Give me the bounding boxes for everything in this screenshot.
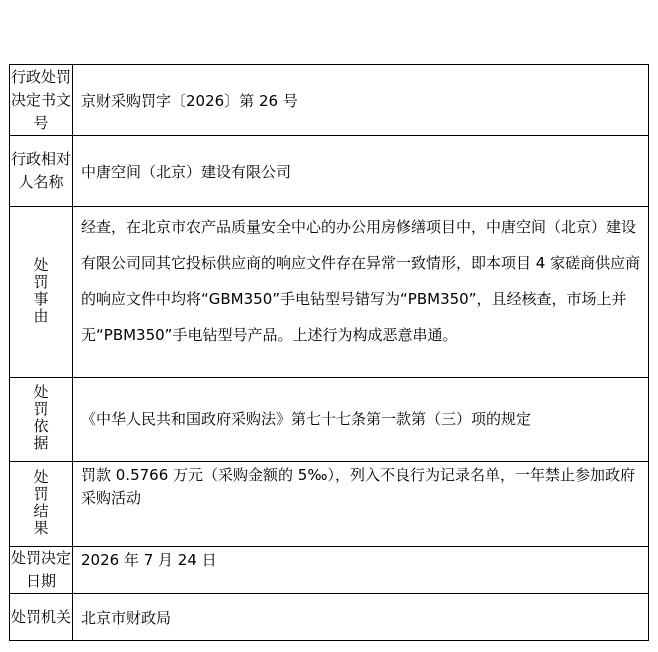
value-date: 2026 年 7 月 24 日	[73, 547, 649, 594]
penalty-table	[9, 64, 649, 641]
label-basis: 处罚依据	[33, 383, 49, 452]
label-result: 处罚结果	[33, 467, 49, 537]
row-date	[10, 547, 649, 594]
value-facts: 经查，在北京市农产品质量安全中心的办公用房修缮项目中，中唐空间（北京）建设有限公司同其它投标供应商的响应文件存在异常一致情形，即本项目 4 家磋商供应商的响应文件中均将“GBM350”手电钻型号错写为“PBM350”，且经核查，市场上并无“PBM350”手电钻型号产品。上述行为构成恶意串通。	[73, 207, 649, 378]
row-doc-no	[10, 65, 649, 136]
row-authority	[10, 594, 649, 641]
label-date: 处罚决定日期	[10, 547, 73, 594]
row-facts	[10, 207, 649, 378]
label-party: 行政相对人名称	[10, 136, 73, 207]
value-authority: 北京市财政局	[73, 594, 649, 641]
row-basis	[10, 378, 649, 462]
label-facts: 处罚事由	[33, 255, 49, 325]
label-doc-no: 行政处罚决定书文号	[10, 65, 73, 136]
row-result	[10, 462, 649, 547]
value-party: 中唐空间（北京）建设有限公司	[73, 136, 649, 207]
label-authority: 处罚机关	[10, 594, 73, 641]
value-result: 罚款 0.5766 万元（采购金额的 5‰），列入不良行为记录名单，一年禁止参加政府采购活动	[73, 462, 649, 547]
row-party	[10, 136, 649, 207]
value-doc-no: 京财采购罚字〔2026〕第 26 号	[73, 65, 649, 136]
value-basis: 《中华人民共和国政府采购法》第七十七条第一款第（三）项的规定	[73, 378, 649, 462]
